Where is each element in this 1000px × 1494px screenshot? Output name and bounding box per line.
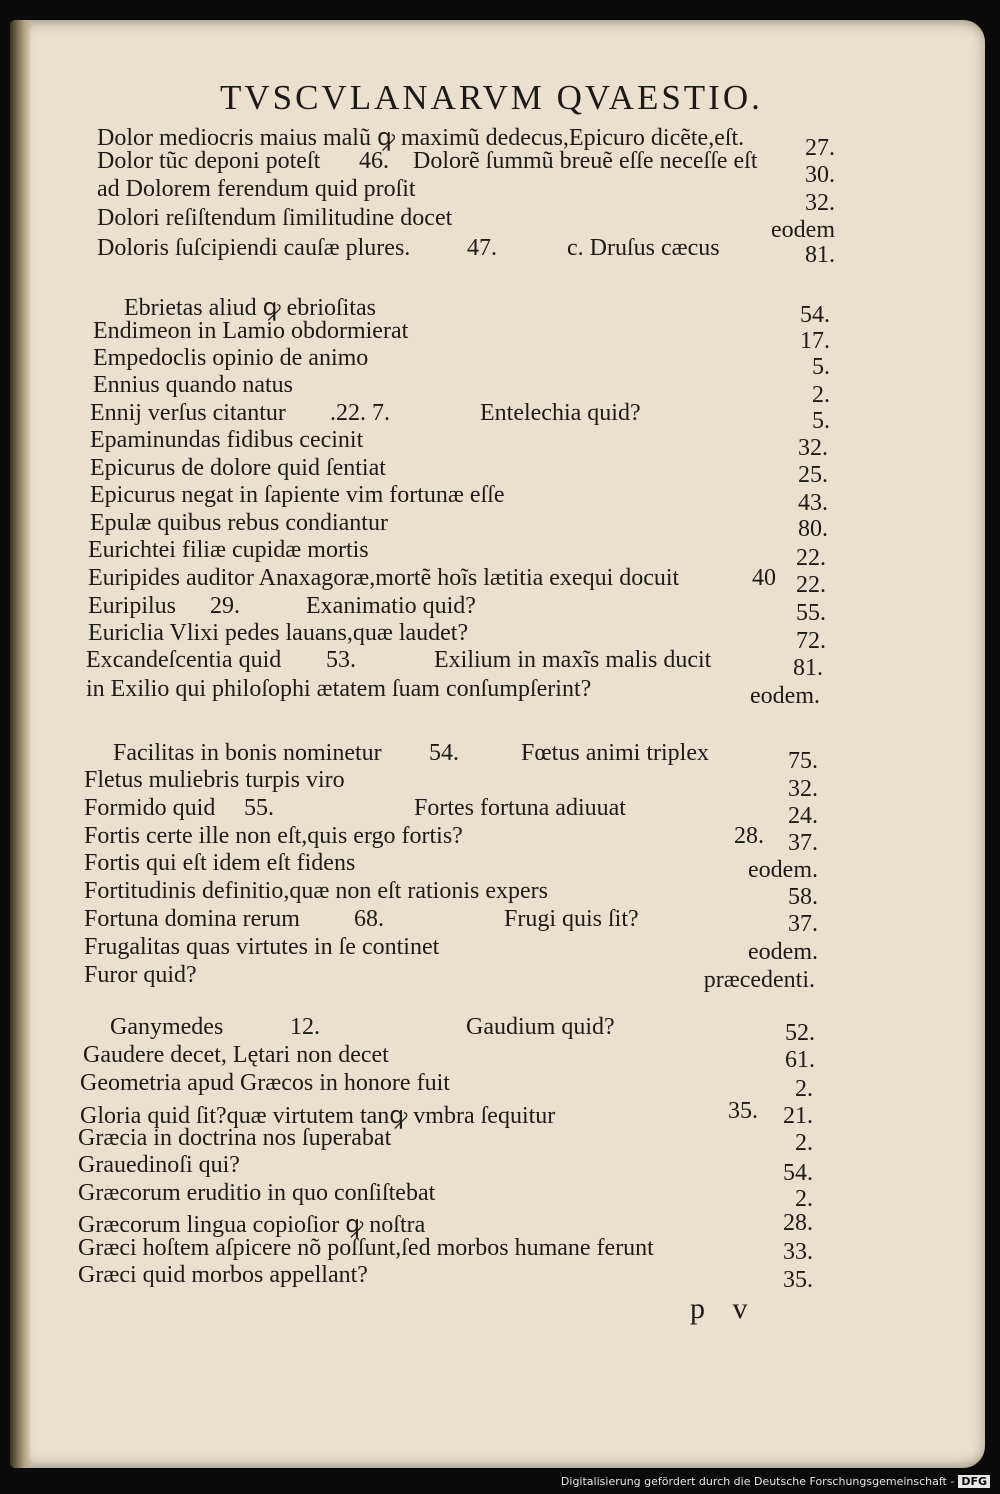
entry-text: Fletus muliebris turpis viro — [84, 767, 345, 793]
entry-page: 2. — [812, 382, 830, 408]
entry-page: 54. — [800, 302, 830, 328]
entry-text: in Exilio qui philoſophi ætatem ſuam conſumpſerint? — [86, 676, 592, 702]
entry-page: 32. — [788, 776, 818, 802]
entry-text: Empedoclis opinio de animo — [93, 345, 369, 371]
page-gutter — [10, 20, 32, 1468]
entry-page: 80. — [798, 516, 828, 542]
entry-text-second: c. Druſus cæcus — [567, 235, 720, 261]
entry-text: Frugalitas quas virtutes in ſe continet — [84, 934, 440, 960]
entry-page: eodem. — [750, 683, 820, 709]
entry-page: 54. — [783, 1160, 813, 1186]
entry-page: 27. — [805, 135, 835, 161]
entry-page: 43. — [798, 490, 828, 516]
entry-page: 37. — [788, 911, 818, 937]
entry-page: 81. — [793, 655, 823, 681]
entry-text: Ennius quando natus — [93, 372, 293, 398]
entry-text-second: Dolorẽ ſummũ breuẽ eſſe neceſſe eſt — [413, 148, 758, 174]
entry-text: Fortuna domina rerum — [84, 906, 300, 932]
entry-page: 32. — [798, 435, 828, 461]
entry-text: Græci quid morbos appellant? — [78, 1262, 368, 1288]
entry-page-inline: 53. — [326, 647, 356, 673]
entry-page-inline: 12. — [290, 1014, 320, 1040]
entry-text: Excandeſcentia quid — [86, 647, 282, 673]
entry-text: Græcia in doctrina nos ſuperabat — [78, 1125, 392, 1151]
entry-page: 2. — [795, 1076, 813, 1102]
entry-page: 5. — [812, 408, 830, 434]
entry-page-inline: 46. — [359, 148, 389, 174]
entry-page: 2. — [795, 1130, 813, 1156]
entry-text: Ganymedes — [110, 1014, 224, 1040]
entry-page: 22. — [796, 545, 826, 571]
entry-page: 52. — [785, 1020, 815, 1046]
entry-page: eodem — [771, 217, 835, 243]
entry-page: 81. — [805, 242, 835, 268]
entry-page-inline: 40 — [752, 565, 776, 591]
entry-page: 32. — [805, 190, 835, 216]
entry-text: Grauedinoſi qui? — [78, 1152, 240, 1178]
entry-text: Gloria quid ſit?quæ virtutem tanꝙ vmbra ſequitur — [80, 1103, 556, 1129]
entry-page: 55. — [796, 600, 826, 626]
footer-text: Digitalisierung gefördert durch die Deutsche Forschungsgemeinschaft - — [560, 1475, 955, 1488]
entry-text-second: Entelechia quid? — [480, 400, 641, 426]
entry-page-inline: 28. — [734, 823, 764, 849]
entry-text: Dolori reſiſtendum ſimilitudine docet — [97, 205, 453, 231]
entry-page: eodem. — [748, 857, 818, 883]
entry-page: 35. — [783, 1267, 813, 1293]
entry-page: 75. — [788, 748, 818, 774]
entry-page: 30. — [805, 162, 835, 188]
entry-text: Geometria apud Græcos in honore fuit — [80, 1070, 450, 1096]
entry-text: Græcorum eruditio in quo conſiſtebat — [78, 1180, 436, 1206]
entry-page: 25. — [798, 462, 828, 488]
dfg-logo: DFG — [958, 1475, 990, 1488]
entry-page: 37. — [788, 830, 818, 856]
entry-page-inline: 68. — [354, 906, 384, 932]
entry-page-inline: 54. — [429, 740, 459, 766]
entry-page: 28. — [783, 1210, 813, 1236]
entry-text: Euripilus — [88, 593, 176, 619]
entry-page: 22. — [796, 572, 826, 598]
entry-page-inline: 47. — [467, 235, 497, 261]
entry-text: Epicurus de dolore quid ſentiat — [90, 455, 386, 481]
entry-page: 58. — [788, 884, 818, 910]
entry-page: præcedenti. — [703, 967, 815, 993]
entry-text: Græcorum lingua copioſior ꝙ noſtra — [78, 1212, 426, 1238]
entry-page: 33. — [783, 1239, 813, 1265]
entry-text: Euripides auditor Anaxagoræ,mortẽ hoĩs lætitia exequi docuit — [88, 565, 680, 591]
entry-text: Ebrietas aliud ꝙ ebrioſitas — [124, 295, 376, 321]
entry-page: 24. — [788, 803, 818, 829]
entry-page: 72. — [796, 628, 826, 654]
entry-text: Fortis certe ille non eſt,quis ergo fortis? — [84, 823, 463, 849]
entry-text: Doloris ſuſcipiendi cauſæ plures. — [97, 235, 411, 261]
entry-text-second: Exanimatio quid? — [306, 593, 476, 619]
entry-text: Facilitas in bonis nominetur — [113, 740, 382, 766]
entry-text: Fortis qui eſt idem eſt fidens — [84, 850, 356, 876]
entry-text: Endimeon in Lamio obdormierat — [93, 318, 409, 344]
entry-page: 17. — [800, 328, 830, 354]
entry-text-second: Gaudium quid? — [466, 1014, 615, 1040]
entry-text: Eurichtei filiæ cupidæ mortis — [88, 537, 369, 563]
entry-page: 2. — [795, 1186, 813, 1212]
entry-text: Fortitudinis definitio,quæ non eſt rationis expers — [84, 878, 548, 904]
entry-text-second: Frugi quis ſit? — [504, 906, 639, 932]
entry-text: Gaudere decet, Lętari non decet — [83, 1042, 389, 1068]
entry-text: ad Dolorem ferendum quid proſit — [97, 176, 416, 202]
footer-credit — [561, 1475, 990, 1488]
signature-mark: p v — [690, 1292, 758, 1325]
entry-text: Ennĳ verſus citantur — [90, 400, 286, 426]
entry-text-second: Fœtus animi triplex — [521, 740, 709, 766]
entry-text: Furor quid? — [84, 962, 197, 988]
entry-text: Dolor tũc deponi poteſt — [97, 148, 321, 174]
entry-text-second: Fortes fortuna adiuuat — [414, 795, 626, 821]
entry-page: 21. — [783, 1103, 813, 1129]
entry-page: 5. — [812, 354, 830, 380]
entry-text: Epaminundas fidibus cecinit — [90, 427, 364, 453]
entry-text: Euriclia Vlixi pedes lauans,quæ laudet? — [88, 620, 469, 646]
entry-page-inline: 55. — [244, 795, 274, 821]
entry-text: Dolor mediocris maius malũ ꝙ maximũ dedecus,Epicuro dicẽte,eſt. — [97, 125, 745, 151]
entry-page: 61. — [785, 1047, 815, 1073]
entry-page: eodem. — [748, 939, 818, 965]
entry-page-inline: 35. — [728, 1098, 758, 1124]
entry-page-inline: 29. — [210, 593, 240, 619]
entry-text: Epicurus negat in ſapiente vim fortunæ eſſe — [90, 482, 505, 508]
entry-page-inline: .22. 7. — [330, 400, 390, 426]
entry-text: Formido quid — [84, 795, 216, 821]
entry-text-second: Exilium in maxĩs malis ducit — [434, 647, 712, 673]
entry-text: Græci hoſtem aſpicere nõ poſſunt,ſed morbos humane ferunt — [78, 1235, 654, 1261]
entry-text: Epulæ quibus rebus condiantur — [90, 510, 388, 536]
page-title: TVSCVLANARVM QVAESTIO. — [220, 78, 763, 117]
